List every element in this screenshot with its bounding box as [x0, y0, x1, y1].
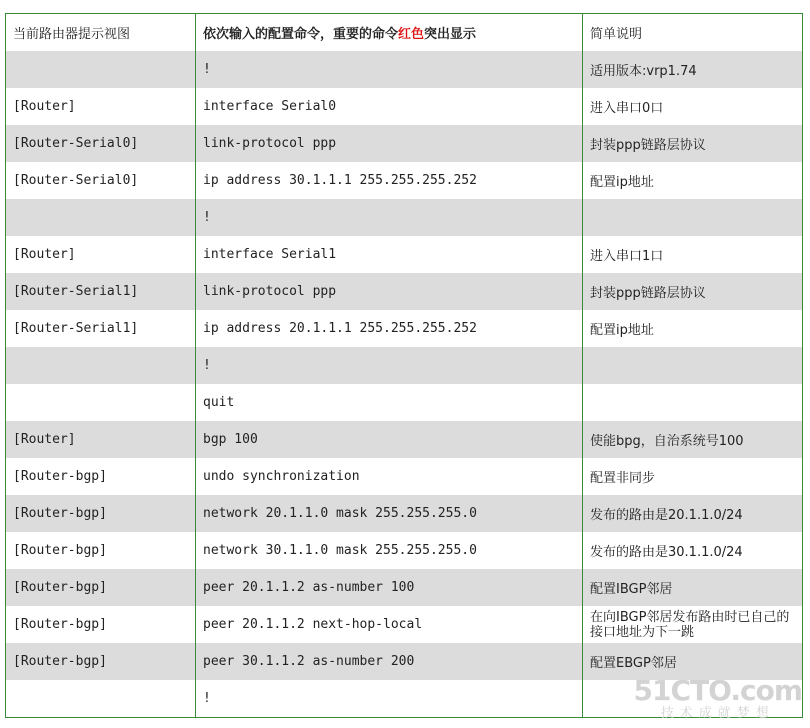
table-row: [6, 88, 803, 125]
command-cell: peer 20.1.1.2 next-hop-local: [196, 606, 583, 643]
prompt-cell: [Router-bgp]: [6, 532, 196, 569]
prompt-cell: [Router-bgp]: [6, 458, 196, 495]
config-table: [5, 13, 803, 718]
header-commands-prefix: 依次输入的配置命令，重要的命令: [203, 27, 399, 42]
table-row: [6, 236, 803, 273]
note-cell: [583, 384, 803, 421]
note-cell: [583, 199, 803, 236]
prompt-cell: [Router-Serial1]: [6, 273, 196, 310]
prompt-cell: [6, 199, 196, 236]
table-row: [6, 273, 803, 310]
table-row: [6, 384, 803, 421]
note-cell: 配置EBGP邻居: [583, 643, 803, 680]
note-cell: 发布的路由是30.1.1.0/24: [583, 532, 803, 569]
command-cell: !: [196, 199, 583, 236]
prompt-cell: [Router]: [6, 236, 196, 273]
watermark-logo-text: 51CTO.com: [633, 674, 802, 707]
command-cell: bgp 100: [196, 421, 583, 458]
command-cell: !: [196, 680, 583, 718]
table-row: [6, 51, 803, 88]
header-commands-suffix: 突出显示: [424, 27, 477, 42]
header-commands: [196, 14, 583, 52]
command-cell: link-protocol ppp: [196, 273, 583, 310]
note-cell: 封装ppp链路层协议: [583, 273, 803, 310]
table-row: [6, 532, 803, 569]
prompt-cell: [Router-bgp]: [6, 643, 196, 680]
watermark-tagline: 技术成就梦想: [660, 706, 775, 721]
command-cell: interface Serial1: [196, 236, 583, 273]
command-cell: !: [196, 51, 583, 88]
header-prompt-view: 当前路由器提示视图: [6, 14, 196, 52]
table-row: [6, 125, 803, 162]
header-commands-highlight: 红色: [398, 27, 425, 42]
table-row: [6, 495, 803, 532]
note-cell: 使能bpg，自治系统号100: [583, 421, 803, 458]
note-cell: 在向IBGP邻居发布路由时已自己的接口地址为下一跳: [583, 606, 803, 643]
note-cell: 配置IBGP邻居: [583, 569, 803, 606]
header-description: 简单说明: [583, 14, 803, 52]
table-row: [6, 606, 803, 643]
command-cell: ip address 20.1.1.1 255.255.255.252: [196, 310, 583, 347]
prompt-cell: [Router]: [6, 88, 196, 125]
prompt-cell: [Router]: [6, 421, 196, 458]
note-cell: 封装ppp链路层协议: [583, 125, 803, 162]
note-cell: 配置ip地址: [583, 162, 803, 199]
command-cell: network 30.1.1.0 mask 255.255.255.0: [196, 532, 583, 569]
note-cell: 进入串口0口: [583, 88, 803, 125]
table-row: [6, 199, 803, 236]
prompt-cell: [Router-bgp]: [6, 569, 196, 606]
table-row: [6, 310, 803, 347]
table-row: [6, 458, 803, 495]
note-cell: 配置非同步: [583, 458, 803, 495]
table-row: [6, 347, 803, 384]
command-cell: link-protocol ppp: [196, 125, 583, 162]
command-cell: quit: [196, 384, 583, 421]
command-cell: interface Serial0: [196, 88, 583, 125]
prompt-cell: [Router-Serial0]: [6, 125, 196, 162]
command-cell: peer 30.1.1.2 as-number 200: [196, 643, 583, 680]
prompt-cell: [6, 347, 196, 384]
prompt-cell: [Router-bgp]: [6, 495, 196, 532]
table-row: [6, 162, 803, 199]
command-cell: ip address 30.1.1.1 255.255.255.252: [196, 162, 583, 199]
prompt-cell: [Router-Serial1]: [6, 310, 196, 347]
table-row: [6, 569, 803, 606]
table-row: [6, 421, 803, 458]
prompt-cell: [Router-bgp]: [6, 606, 196, 643]
prompt-cell: [Router-Serial0]: [6, 162, 196, 199]
prompt-cell: [6, 51, 196, 88]
command-cell: peer 20.1.1.2 as-number 100: [196, 569, 583, 606]
command-cell: !: [196, 347, 583, 384]
prompt-cell: [6, 680, 196, 718]
command-cell: network 20.1.1.0 mask 255.255.255.0: [196, 495, 583, 532]
command-cell: undo synchronization: [196, 458, 583, 495]
note-cell: 适用版本:vrp1.74: [583, 51, 803, 88]
note-cell: 发布的路由是20.1.1.0/24: [583, 495, 803, 532]
note-cell: 配置ip地址: [583, 310, 803, 347]
table-body: [6, 51, 803, 718]
table-header: [6, 14, 803, 52]
header-row: [6, 14, 803, 52]
note-cell: [583, 347, 803, 384]
watermark-51cto-logo: [634, 676, 802, 722]
prompt-cell: [6, 384, 196, 421]
note-cell: 进入串口1口: [583, 236, 803, 273]
